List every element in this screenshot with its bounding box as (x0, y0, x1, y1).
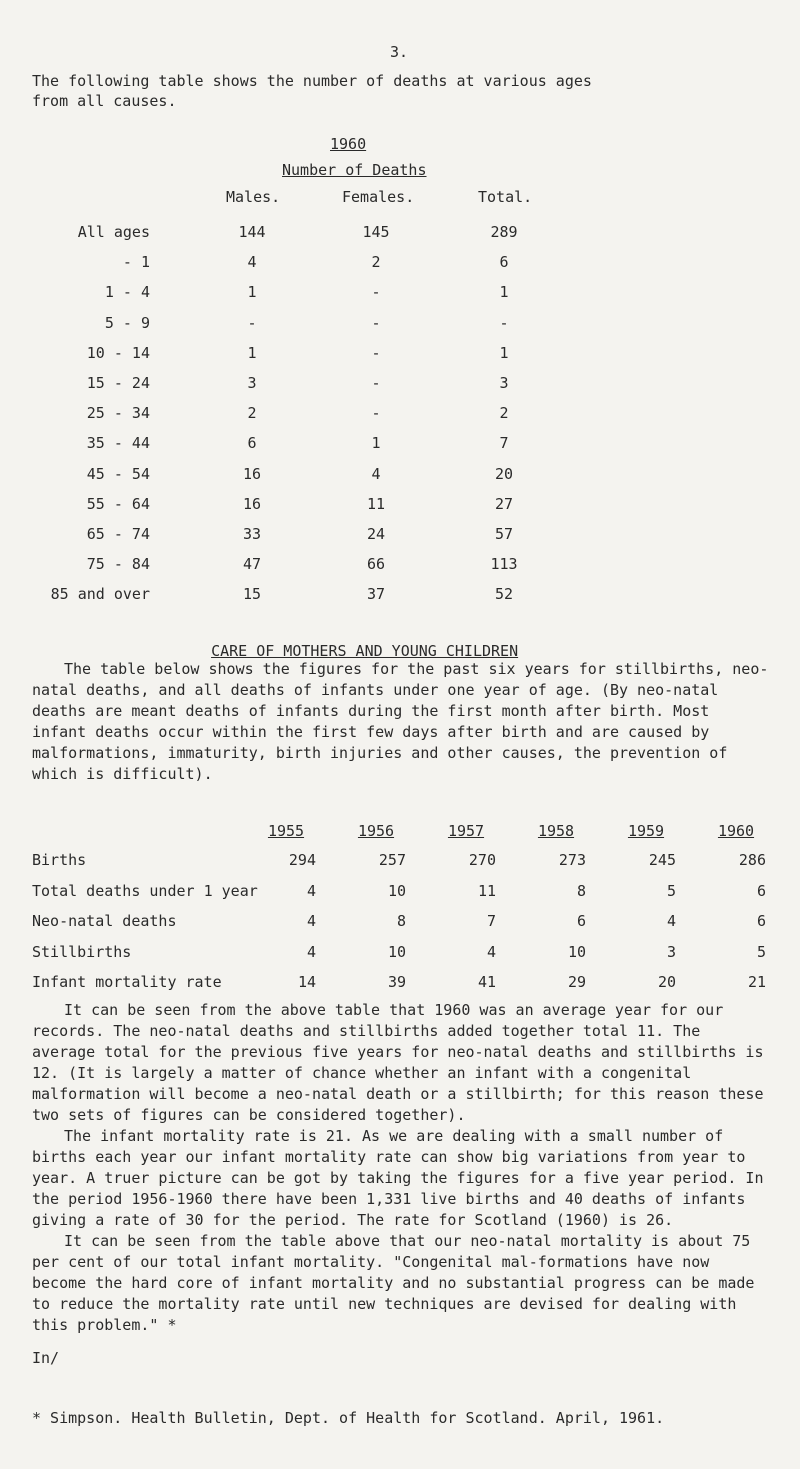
total-count: 27 (494, 494, 514, 513)
females-count: 37 (366, 585, 386, 604)
section-intro: The table below shows the figures for the past six years for stillbirths, neo-natal deaths, and all deaths of infants under one year of age. (By neo-natal deaths are meant deaths of infants during the first month after birth. Most infant deaths occur within the first few days after birth and are caused by malformations, immaturity, birth injuries and other causes, the prevention of which is difficult). (32, 660, 769, 783)
infant-row-value: 5 (756, 942, 766, 961)
infant-row-value: 5 (666, 881, 676, 900)
infant-row-value: 10 (567, 942, 586, 961)
col-header-total: Total. (478, 188, 533, 206)
males-count: 4 (247, 253, 257, 272)
age-group-label: 10 - 14 (86, 343, 150, 362)
infant-row-value: 4 (306, 912, 316, 930)
males-count: 33 (242, 525, 262, 543)
year-header: 1955 (267, 822, 305, 840)
females-count: - (371, 343, 381, 362)
continuation-marker: In/ (32, 1349, 60, 1367)
females-count: 24 (366, 525, 386, 543)
infant-row-value: 8 (396, 912, 406, 930)
total-count: 20 (494, 464, 514, 483)
age-group-label: 5 - 9 (104, 313, 150, 332)
males-count: 16 (242, 494, 262, 513)
infant-row-value: 294 (288, 851, 316, 869)
total-count: 1 (499, 343, 509, 362)
age-group-label: 45 - 54 (86, 464, 150, 483)
females-count: - (371, 374, 381, 392)
infant-row-value: 6 (576, 912, 586, 930)
females-count: 2 (371, 253, 381, 272)
infant-row-label: Births (32, 851, 87, 869)
females-count: - (371, 283, 381, 302)
page-number: 3. (390, 43, 409, 61)
deaths-table-year: 1960 (330, 135, 367, 153)
infant-row-value: 21 (747, 973, 766, 991)
infant-row-value: 7 (486, 912, 496, 930)
females-count: - (371, 404, 381, 423)
footnote: * Simpson. Health Bulletin, Dept. of Health for Scotland. April, 1961. (32, 1409, 665, 1427)
section-title-text: CARE OF MOTHERS AND YOUNG CHILDREN (211, 642, 519, 660)
total-count: 113 (490, 555, 518, 574)
year-header: 1960 (717, 822, 755, 840)
intro-line-1: The following table shows the number of deaths at various ages (32, 72, 592, 90)
infant-row-value: 4 (486, 942, 496, 961)
infant-row-value: 39 (387, 973, 406, 991)
age-group-label: 85 and over (50, 585, 150, 604)
total-count: 52 (494, 585, 514, 604)
paragraph-2: The infant mortality rate is 21. As we are dealing with a small number of births each year our infant mortality rate can show big variations from year to year. A truer picture can be got by taking the figures for a five year period. In the period 1956-1960 there have been 1,331 live births and 40 deaths of infants giving a rate of 30 for the period. The rate for Scotland (1960) is 26. (32, 1127, 764, 1229)
infant-row-label: Stillbirths (32, 942, 132, 961)
infant-row-label: Infant mortality rate (32, 973, 222, 991)
age-group-label: - 1 (122, 253, 150, 272)
infant-row-value: 11 (477, 881, 496, 900)
age-group-label: 65 - 74 (86, 525, 150, 543)
infant-row-value: 20 (657, 973, 676, 991)
total-count: 2 (499, 404, 509, 423)
females-count: 4 (371, 464, 381, 483)
age-group-label: All ages (77, 223, 150, 241)
males-count: 1 (247, 283, 257, 302)
infant-row-value: 4 (306, 881, 316, 900)
total-count: 1 (499, 283, 509, 302)
infant-row-value: 8 (576, 881, 586, 900)
section-title (193, 624, 518, 660)
females-count: 1 (371, 434, 381, 453)
infant-row-value: 245 (648, 851, 676, 869)
males-count: 1 (247, 343, 257, 362)
females-count: 145 (362, 223, 390, 241)
males-count: 16 (242, 464, 262, 483)
age-group-label: 35 - 44 (86, 434, 150, 453)
females-count: 66 (366, 555, 386, 574)
paragraph-3: It can be seen from the table above that our neo-natal mortality is about 75 per cent of our total infant mortality. "Congenital mal-formations have now become the hard core of infant mortality and no substantial progress can be made to reduce the mortality rate until new techniques are devised for dealing with this problem." * (32, 1232, 755, 1334)
total-count: 289 (490, 223, 518, 241)
body-text (32, 1000, 772, 1336)
age-group-label: 15 - 24 (86, 374, 150, 392)
males-count: 144 (238, 223, 266, 241)
age-group-label: 75 - 84 (86, 555, 150, 574)
year-header: 1958 (537, 822, 575, 840)
year-header: 1956 (357, 822, 395, 840)
infant-row-value: 14 (297, 973, 316, 991)
total-count: 6 (499, 253, 509, 272)
total-count: 7 (499, 434, 509, 453)
males-count: 47 (242, 555, 262, 574)
males-count: - (247, 313, 257, 332)
total-count: - (499, 313, 509, 332)
col-header-males: Males. (226, 188, 281, 206)
infant-row-value: 6 (756, 912, 766, 930)
year-header: 1957 (447, 822, 485, 840)
infant-row-value: 10 (387, 881, 406, 900)
age-group-label: 55 - 64 (86, 494, 150, 513)
males-count: 6 (247, 434, 257, 453)
infant-row-value: 4 (306, 942, 316, 961)
females-count: 11 (366, 494, 386, 513)
col-header-females: Females. (342, 188, 415, 206)
infant-row-value: 3 (666, 942, 676, 961)
deaths-table-subtitle: Number of Deaths (282, 161, 427, 179)
infant-row-value: 4 (666, 912, 676, 930)
total-count: 3 (499, 374, 509, 392)
total-count: 57 (494, 525, 514, 543)
age-group-label: 1 - 4 (104, 283, 150, 302)
infant-row-value: 273 (558, 851, 586, 869)
intro-line-2: from all causes. (32, 92, 177, 110)
males-count: 2 (247, 404, 257, 423)
females-count: - (371, 313, 381, 332)
infant-row-value: 286 (738, 851, 766, 869)
infant-row-value: 10 (387, 942, 406, 961)
males-count: 15 (242, 585, 262, 604)
infant-row-label: Neo-natal deaths (32, 912, 177, 930)
infant-row-value: 29 (567, 973, 586, 991)
paragraph-1: It can be seen from the above table that 1960 was an average year for our records. The neo-natal deaths and stillbirths added together total 11. The average total for the previous five years for neo-natal deaths and stillbirths is 12. (It is largely a matter of chance whether an infant with a congenital malformation will become a neo-natal death or a stillbirth; for this reason these two sets of figures can be considered together). (32, 1001, 764, 1124)
infant-row-value: 257 (378, 851, 406, 869)
infant-row-value: 41 (477, 973, 496, 991)
infant-row-value: 270 (468, 851, 496, 869)
infant-row-label: Total deaths under 1 year (32, 881, 258, 900)
infant-row-value: 6 (756, 881, 766, 900)
year-header: 1959 (627, 822, 665, 840)
age-group-label: 25 - 34 (86, 404, 150, 423)
males-count: 3 (247, 374, 257, 392)
